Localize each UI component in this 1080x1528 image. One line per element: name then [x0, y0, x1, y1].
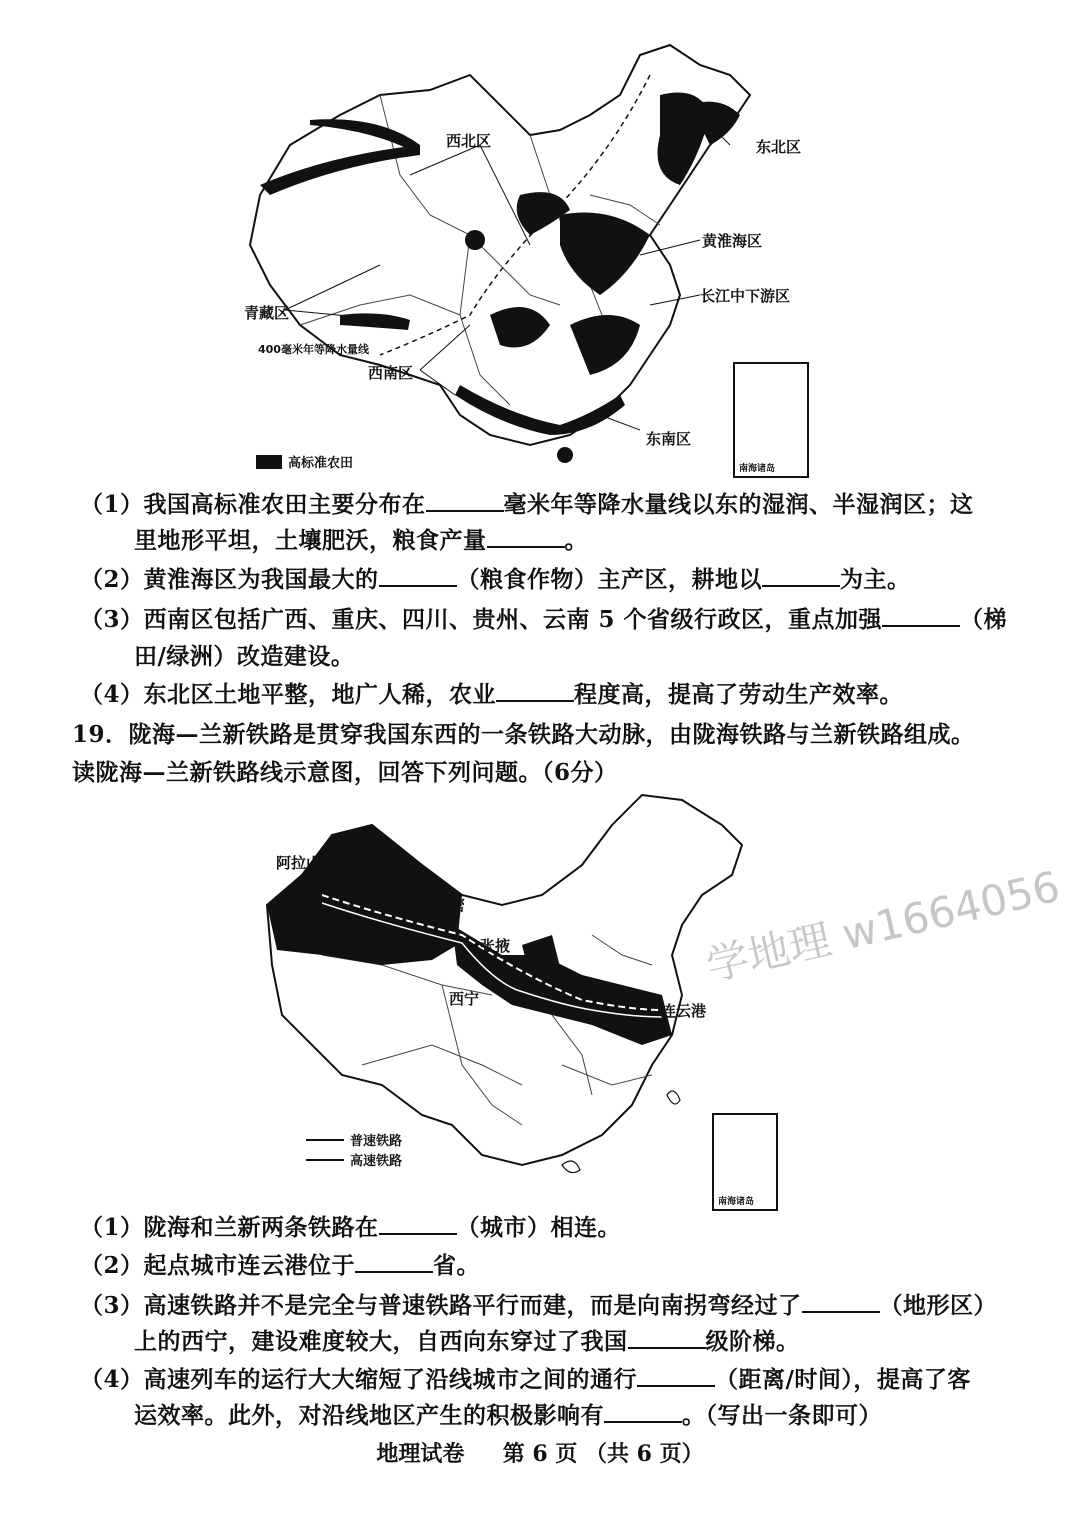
inset-caption-2: 南海诸岛 — [718, 1197, 755, 1207]
q19-p3-b: （地形区） — [879, 1292, 998, 1319]
q19-p1-b: （城市）相连。 — [456, 1214, 622, 1241]
q18-part3-line1 — [80, 602, 1080, 638]
answer-blank[interactable] — [487, 524, 565, 548]
answer-blank[interactable] — [496, 678, 574, 702]
q19-p4-b: （距离/时间），提高了客 — [715, 1366, 971, 1393]
q18-p4-b: 程度高，提高了劳动生产效率。 — [574, 681, 904, 708]
q19-p2-b: 省。 — [433, 1252, 481, 1279]
legend-swatch — [256, 455, 282, 469]
answer-blank[interactable] — [882, 603, 960, 627]
label-alashankou: 阿拉山口 — [276, 854, 337, 872]
q19-p2-a: （2）起点城市连云港位于 — [80, 1252, 356, 1279]
q19-part1 — [80, 1210, 1080, 1246]
label-huanghuaihai: 黄淮海区 — [702, 232, 763, 250]
label-zhangye: 张掖 — [480, 937, 511, 955]
watermark: 学地理 w1664056 — [701, 861, 1065, 991]
q18-part2 — [80, 562, 1080, 598]
q19-p3-d: 级阶梯。 — [705, 1328, 800, 1355]
q18-p4-a: （4）东北区土地平整，地广人稀，农业 — [80, 681, 497, 708]
south-china-sea-inset-2 — [712, 1113, 778, 1211]
answer-blank[interactable] — [762, 563, 840, 587]
answer-blank[interactable] — [426, 488, 504, 512]
q19-p3-a: （3）高速铁路并不是完全与普速铁路平行而建，而是向南拐弯经过了 — [80, 1292, 802, 1319]
label-yangtze: 长江中下游区 — [700, 287, 791, 305]
legend-label: 高标准农田 — [288, 456, 354, 471]
south-china-sea-inset — [733, 362, 809, 478]
q18-part4 — [80, 677, 1080, 713]
q18-part1-line2 — [134, 523, 1080, 559]
q19-intro-line1: 19．陇海—兰新铁路是贯穿我国东西的一条铁路大动脉，由陇海铁路与兰新铁路组成。 — [72, 721, 975, 748]
answer-blank[interactable] — [379, 1211, 457, 1235]
farmland-legend — [256, 452, 353, 471]
q18-p3-c: 田/绿洲）改造建设。 — [134, 643, 355, 670]
q18-p3-b: （梯 — [960, 606, 1008, 633]
q18-p1-d: 。 — [564, 527, 588, 554]
q18-p1-b: 毫米年等降水量线以东的湿润、半湿润区；这 — [503, 491, 974, 518]
q19-p3-c: 上的西宁，建设难度较大，自西向东穿过了我国 — [134, 1328, 628, 1355]
q19-p4-d: 。（写出一条即可） — [682, 1402, 882, 1429]
q18-p1-c: 里地形平坦，土壤肥沃，粮食产量 — [134, 527, 487, 554]
q19-p1-a: （1）陇海和兰新两条铁路在 — [80, 1214, 379, 1241]
railway-legend-high — [306, 1150, 402, 1169]
q18-part3-line2 — [134, 639, 1080, 675]
q19-part3-line2 — [134, 1324, 1080, 1360]
answer-blank[interactable] — [637, 1363, 715, 1387]
railway-legend-normal — [306, 1130, 402, 1149]
q19-p4-c: 运效率。此外，对沿线地区产生的积极影响有 — [134, 1402, 604, 1429]
q18-p2-c: 为主。 — [840, 566, 911, 593]
label-xining: 西宁 — [449, 990, 480, 1008]
legend-high-label: 高速铁路 — [350, 1154, 403, 1169]
q19-part3-line1 — [80, 1288, 1080, 1324]
label-northwest: 西北区 — [446, 132, 492, 150]
q18-p1-a: （1）我国高标准农田主要分布在 — [80, 491, 426, 518]
answer-blank[interactable] — [802, 1289, 880, 1313]
legend-normal-label: 普速铁路 — [350, 1134, 403, 1149]
q18-p2-b: （粮食作物）主产区，耕地以 — [456, 566, 763, 593]
legend-line-normal — [306, 1139, 344, 1141]
answer-blank[interactable] — [379, 563, 457, 587]
q19-intro-line2: 读陇海—兰新铁路线示意图，回答下列问题。（6分） — [72, 759, 618, 786]
answer-blank[interactable] — [604, 1399, 682, 1423]
label-lianyungang: 连云港 — [661, 1002, 707, 1020]
q18-part1-line1 — [80, 487, 1080, 523]
label-southeast: 东南区 — [646, 430, 692, 448]
q19-p4-a: （4）高速列车的运行大大缩短了沿线城市之间的通行 — [80, 1366, 638, 1393]
inset-caption: 南海诸岛 — [739, 464, 776, 474]
label-isohyet: 400毫米年等降水量线 — [258, 343, 369, 356]
q19-part4-line2 — [134, 1398, 1080, 1434]
q18-p2-a: （2）黄淮海区为我国最大的 — [80, 566, 379, 593]
q19-part4-line1 — [80, 1362, 1080, 1398]
label-hami-part: 密 — [450, 896, 466, 914]
page-footer — [0, 1437, 1080, 1468]
footer-page: 第 6 页 （共 6 页） — [502, 1441, 704, 1467]
label-qingzang: 青藏区 — [244, 304, 290, 322]
legend-line-high — [306, 1159, 344, 1161]
q19-part2 — [80, 1248, 1080, 1284]
answer-blank[interactable] — [628, 1325, 706, 1349]
label-northeast: 东北区 — [756, 138, 802, 156]
answer-blank[interactable] — [355, 1249, 433, 1273]
footer-subject: 地理试卷 — [376, 1441, 465, 1467]
label-southwest: 西南区 — [368, 364, 414, 382]
q18-p3-a: （3）西南区包括广西、重庆、四川、贵州、云南 5 个省级行政区，重点加强 — [80, 606, 883, 633]
